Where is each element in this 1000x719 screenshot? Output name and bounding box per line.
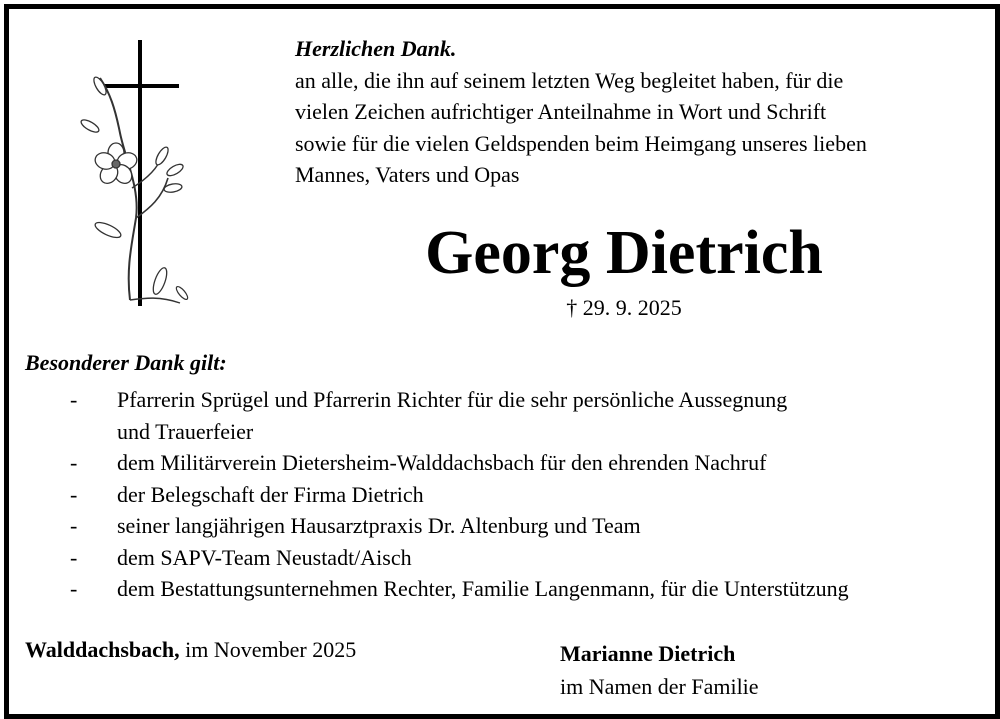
intro-text — [295, 33, 985, 191]
death-date: † 29. 9. 2025 — [566, 295, 682, 320]
place-and-date — [25, 637, 356, 663]
intro-line: vielen Zeichen aufrichtiger Anteilnahme in Wort und Schrift — [295, 99, 827, 124]
bullet-dash: - — [70, 513, 78, 538]
place-name: Walddachsbach, — [25, 637, 180, 662]
bullet-dash: - — [70, 450, 78, 475]
special-thanks-list — [25, 384, 975, 605]
signer-name: Marianne Dietrich — [560, 641, 736, 666]
signer-note: im Namen der Familie — [560, 674, 759, 699]
intro-line: an alle, die ihn auf seinem letzten Weg begleitet haben, für die — [295, 67, 844, 93]
list-item — [25, 479, 975, 511]
deceased-name: Georg Dietrich — [425, 219, 823, 287]
list-item-text: dem Militärverein Dietersheim-Walddachsbach für den ehrenden Nachruf — [117, 450, 767, 475]
list-item — [25, 384, 975, 416]
bullet-dash: - — [70, 387, 78, 412]
intro-line: sowie für die vielen Geldspenden beim Heimgang unseres lieben — [295, 130, 867, 156]
list-item-text: der Belegschaft der Firma Dietrich — [117, 481, 424, 507]
intro-heading: Herzlichen Dank. — [295, 36, 457, 61]
intro-line: Mannes, Vaters und Opas — [295, 162, 520, 187]
list-item-text: Pfarrerin Sprügel und Pfarrerin Richter für die sehr persönliche Aussegnung — [117, 387, 788, 412]
list-item — [25, 447, 975, 479]
list-item-text: dem SAPV-Team Neustadt/Aisch — [117, 544, 412, 570]
bullet-dash: - — [70, 576, 78, 601]
list-item — [25, 542, 975, 574]
list-item — [25, 416, 975, 448]
list-item — [25, 510, 975, 542]
list-item — [25, 573, 975, 605]
list-item-text: und Trauerfeier — [117, 418, 254, 444]
bullet-dash: - — [70, 481, 78, 507]
signature-block — [560, 637, 759, 703]
bullet-dash: - — [70, 544, 78, 570]
special-thanks-heading: Besonderer Dank gilt: — [25, 350, 227, 375]
notice-date: im November 2025 — [185, 637, 357, 662]
list-item-text: seiner langjährigen Hausarztpraxis Dr. Altenburg und Team — [117, 513, 641, 538]
list-item-text: dem Bestattungsunternehmen Rechter, Familie Langenmann, für die Unterstützung — [117, 576, 849, 601]
